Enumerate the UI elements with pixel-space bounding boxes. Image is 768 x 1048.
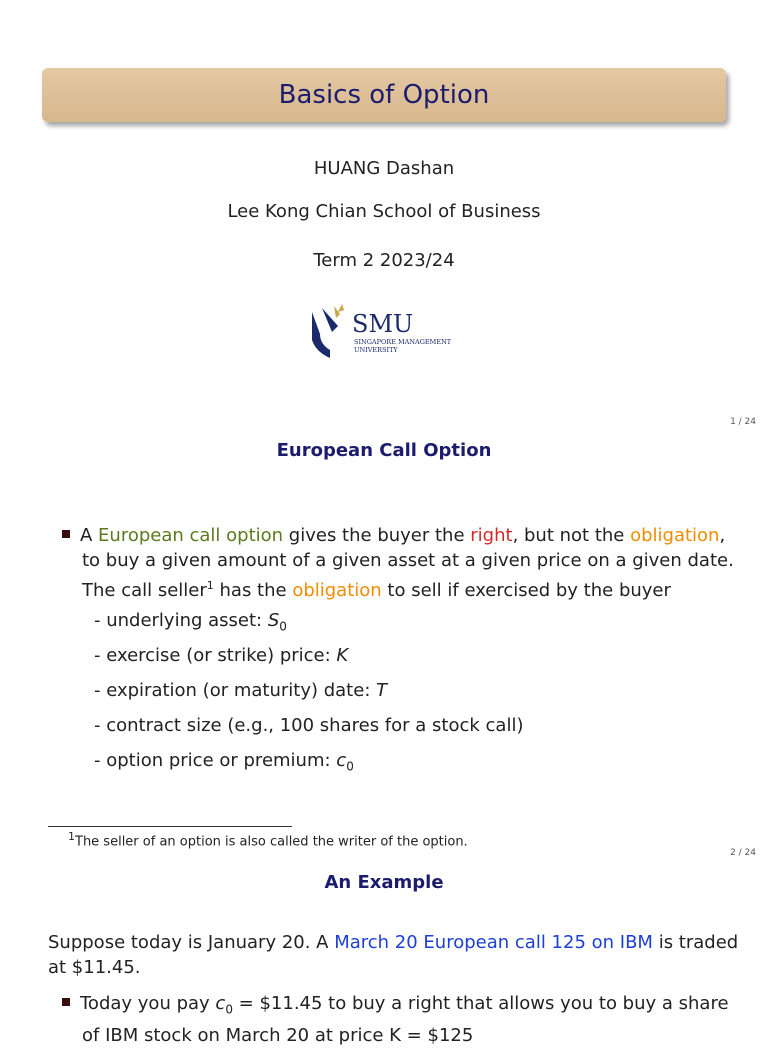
term: Term 2 2023/24 [313,250,455,271]
item-strike-price: - exercise (or strike) price: K [94,645,349,666]
item-option-premium: - option price or premium: $c_0$ [94,750,354,774]
footnote: $^1$The seller of an option is also called the writer of the option. [68,830,468,850]
logo-line1: SINGAPORE MANAGEMENT [354,338,452,346]
page-number-1: 1 / 24 [730,417,756,427]
institution: Lee Kong Chian School of Business [227,201,541,222]
frame-title-example: An Example [324,872,444,893]
logo-name: SMU [352,310,414,338]
title-bar [42,68,726,122]
author: HUANG Dashan [313,158,455,179]
example-bullet: Today you pay $c_0$ = $11.45 to buy a right that allows you to buy a share of IBM stock on March 20 at price K = $125 [62,991,752,1048]
smu-logo [308,300,468,362]
bullet-square-icon [62,998,70,1006]
item-underlying-asset: - underlying asset: $S_0$ [94,610,287,634]
item-contract-size: - contract size (e.g., 100 shares for a stock call) [94,715,524,736]
logo-line2: UNIVERSITY [354,346,398,354]
page-number-2: 2 / 24 [730,848,756,858]
bullet-square-icon [62,530,70,538]
item-expiration-date: - expiration (or maturity) date: T [94,680,388,701]
frame-title-european-call: European Call Option [276,440,492,461]
example-paragraph: Suppose today is January 20. A March 20 European call 125 on IBM is traded at $11.45. [48,932,739,978]
slide-title: Basics of Option [278,80,490,110]
footnote-rule [48,826,292,827]
bullet-definition: A European call option gives the buyer the right, but not the obligation, to buy a given amount of a given asset at a given price on a given date. The call seller$^1$ has the obligation to sell if exercised by the buyer [62,523,742,603]
